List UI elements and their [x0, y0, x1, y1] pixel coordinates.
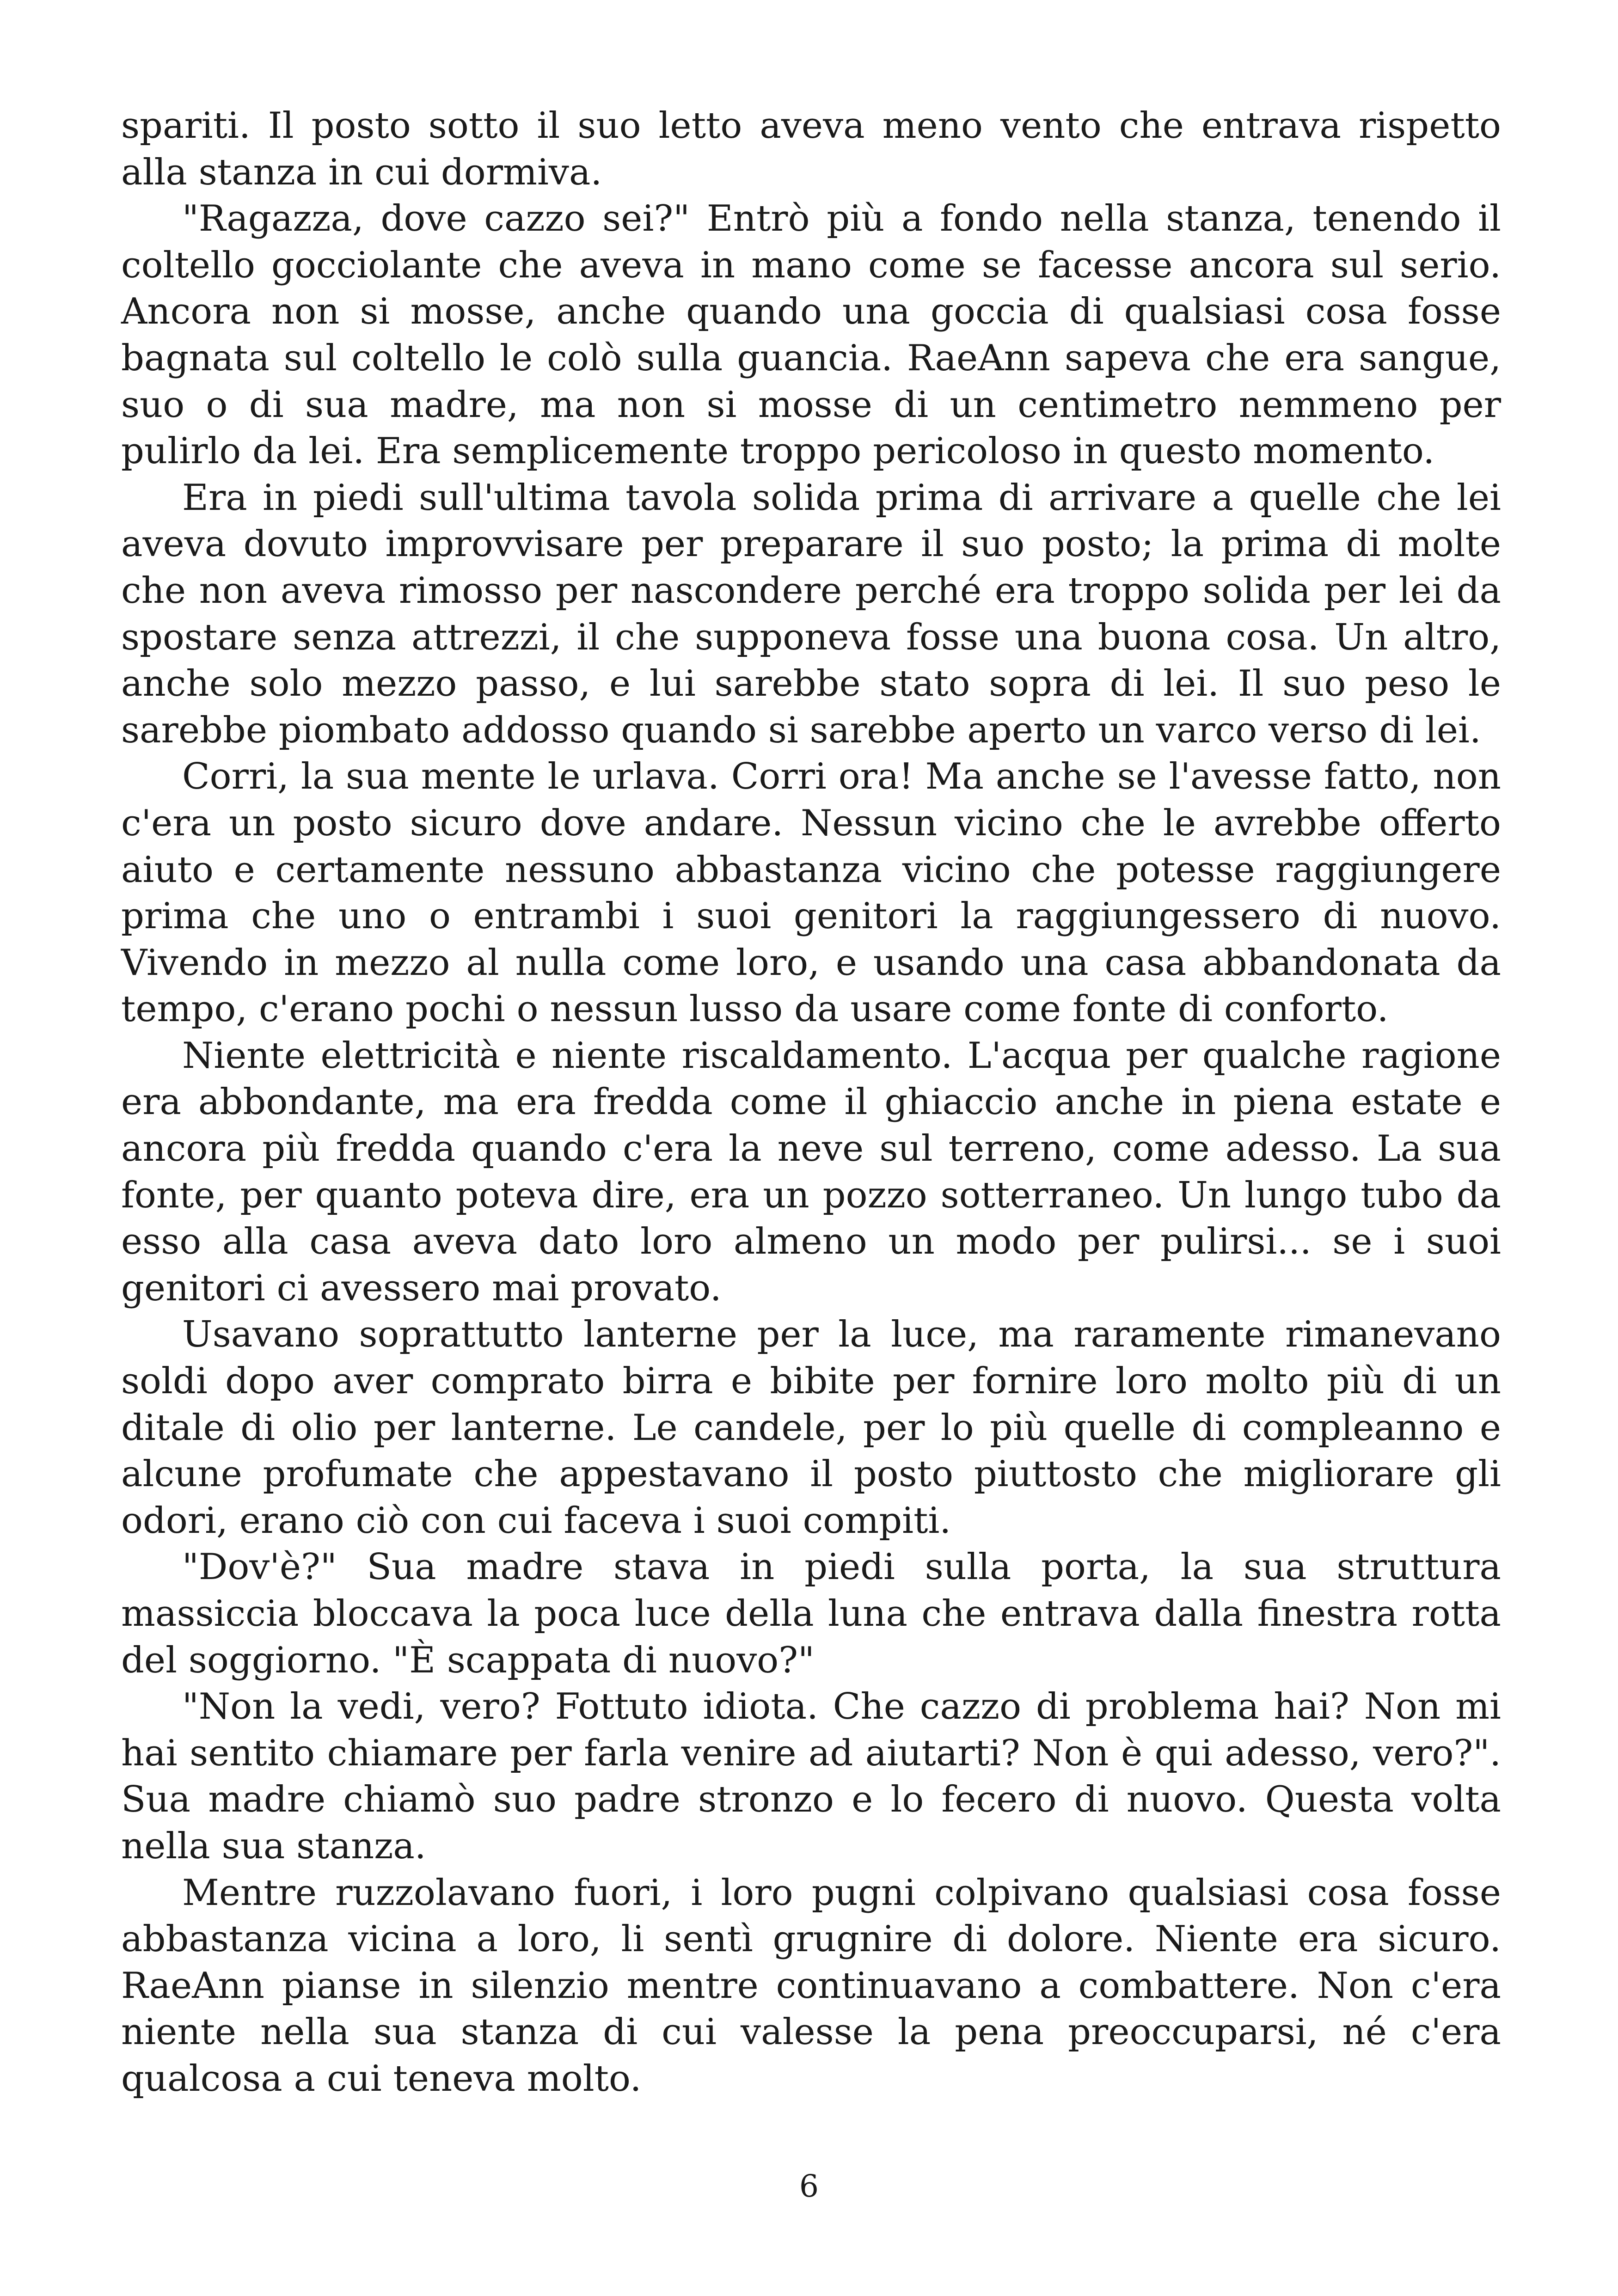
- paragraph: spariti. Il posto sotto il suo letto aveva meno vento che entrava rispetto alla stanza in cui dormiva.: [121, 105, 1501, 193]
- paragraph: "Ragazza, dove cazzo sei?" Entrò più a fondo nella stanza, tenendo il coltello gocciolante che aveva in mano come se facesse ancora sul serio. Ancora non si mosse, anche quando una goccia di qualsiasi cosa fosse bagnata sul coltello le colò sulla guancia. RaeAnn sapeva che era sangue, suo o di sua madre, ma non si mosse di un centimetro nemmeno per pulirlo da lei. Era semplicemente troppo pericoloso in questo momento.: [121, 198, 1501, 472]
- paragraph: Niente elettricità e niente riscaldamento. L'acqua per qualche ragione era abbondante, ma era fredda come il ghiaccio anche in piena estate e ancora più fredda quando c'era la neve sul terreno, come adesso. La sua fonte, per quanto poteva dire, era un pozzo sotterraneo. Un lungo tubo da esso alla casa aveva dato loro almeno un modo per pulirsi... se i suoi genitori ci avessero mai provato.: [121, 1035, 1501, 1309]
- paragraph: Usavano soprattutto lanterne per la luce, ma raramente rimanevano soldi dopo aver comprato birra e bibite per fornire loro molto più di un ditale di olio per lanterne. Le candele, per lo più quelle di compleanno e alcune profumate che appestavano il posto piuttosto che migliorare gli odori, erano ciò con cui faceva i suoi compiti.: [121, 1314, 1501, 1542]
- paragraph: Mentre ruzzolavano fuori, i loro pugni colpivano qualsiasi cosa fosse abbastanza vicina a loro, li sentì grugnire di dolore. Niente era sicuro. RaeAnn pianse in silenzio mentre continuavano a combattere. Non c'era niente nella sua stanza di cui valesse la pena preoccuparsi, né c'era qualcosa a cui teneva molto.: [121, 1872, 1501, 2100]
- paragraph: "Non la vedi, vero? Fottuto idiota. Che cazzo di problema hai? Non mi hai sentito chiamare per farla venire ad aiutarti? Non è qui adesso, vero?". Sua madre chiamò suo padre stronzo e lo fecero di nuovo. Questa volta nella sua stanza.: [121, 1686, 1501, 1867]
- page-number: 6: [799, 2168, 819, 2204]
- paragraph: "Dov'è?" Sua madre stava in piedi sulla porta, la sua struttura massiccia bloccava la poca luce della luna che entrava dalla finestra rotta del soggiorno. "È scappata di nuovo?": [121, 1546, 1501, 1681]
- body-text: [121, 103, 1501, 2102]
- paragraph: Corri, la sua mente le urlava. Corri ora! Ma anche se l'avesse fatto, non c'era un posto sicuro dove andare. Nessun vicino che le avrebbe offerto aiuto e certamente nessuno abbastanza vicino che potesse raggiungere prima che uno o entrambi i suoi genitori la raggiungessero di nuovo. Vivendo in mezzo al nulla come loro, e usando una casa abbandonata da tempo, c'erano pochi o nessun lusso da usare come fonte di conforto.: [121, 756, 1501, 1030]
- paragraph: Era in piedi sull'ultima tavola solida prima di arrivare a quelle che lei aveva dovuto improvvisare per preparare il suo posto; la prima di molte che non aveva rimosso per nascondere perché era troppo solida per lei da spostare senza attrezzi, il che supponeva fosse una buona cosa. Un altro, anche solo mezzo passo, e lui sarebbe stato sopra di lei. Il suo peso le sarebbe piombato addosso quando si sarebbe aperto un varco verso di lei.: [121, 477, 1501, 751]
